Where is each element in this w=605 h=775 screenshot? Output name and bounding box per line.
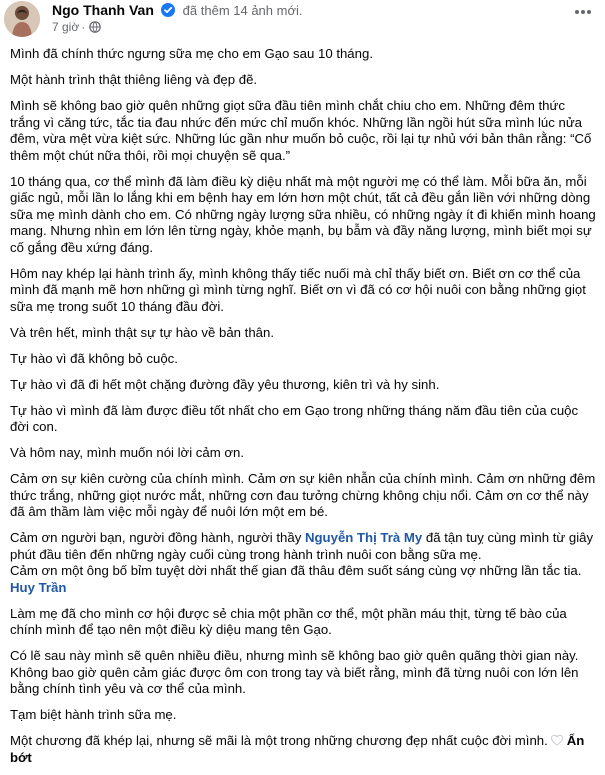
- mention-link-tra-my[interactable]: Nguyễn Thị Trà My: [304, 530, 423, 545]
- meta-separator: ·: [81, 20, 86, 34]
- post-time[interactable]: 7 giờ: [52, 20, 80, 34]
- post-paragraph: 10 tháng qua, cơ thể mình đã làm điều kỳ diệu nhất mà một người mẹ có thể làm. Mỗi bữa ăn, mỗi giấc ngủ, mỗi lần lo lắng khi em bệnh hay em lớn hơn một chút, tất cả đều gắn liền với những dòng sữa mẹ mình dành cho em. Có những ngày lượng sữa nhiều, có những ngày ít đi khiến mình hoang mang. Nhưng nhìn em lớn lên từng ngày, khỏe mạnh, bụ bẫm và đầy năng lượng, mình biết mọi sự cố gắng đều xứng đáng.: [10, 173, 596, 255]
- more-options-icon[interactable]: [571, 4, 595, 20]
- verified-badge-icon: [161, 2, 175, 16]
- thanks-text: Cảm ơn một ông bố bỉm tuyệt dời nhất thế gian đã thâu đêm suốt sáng cùng vợ những lần tắc tia.: [10, 563, 582, 578]
- post-paragraph: Có lẽ sau này mình sẽ quên nhiều điều, nhưng mình sẽ không bao giờ quên quãng thời gian này. Không bao giờ quên cảm giác được ôm con trong tay và biết rằng, mình đã từng nuôi con lớn lên bằng chính tình yêu và cơ thể của mình.: [10, 648, 579, 696]
- post-header: [0, 0, 605, 40]
- thanks-text: đã tận tuỵ cùng mình từ giây phút đầu tiên đến những ngày cuối cùng trong hành trình nuôi con bằng sữa mẹ.: [10, 530, 594, 562]
- author-avatar[interactable]: [4, 1, 40, 37]
- final-line: Một chương đã khép lại, nhưng sẽ mãi là một trong những chương đẹp nhất cuộc đời mình.: [10, 733, 548, 748]
- post-paragraph: Hôm nay khép lại hành trình ấy, mình không thấy tiếc nuối mà chỉ thấy biết ơn. Biết ơn cơ thể của mình đã mạnh mẽ hơn những gì mình từng nghĩ. Biết ơn vì đã có cơ hội nuôi con bằng những giọt sữa mẹ trong suốt 10 tháng đầu đời.: [10, 265, 586, 314]
- see-less-link[interactable]: Ẩn bớt: [10, 733, 585, 765]
- thanks-paragraph: [10, 563, 598, 596]
- post-meta: [52, 19, 101, 35]
- globe-icon[interactable]: [89, 21, 101, 33]
- post-paragraph: Cảm ơn sự kiên cường của chính mình. Cảm ơn sự kiên nhẫn của chính mình. Cảm ơn những đêm thức trắng, những giọt nước mắt, những cơn đau tưởng chừng không chịu nổi. Cảm ơn cơ thể này đã âm thầm làm việc mỗi ngày để nuôi lớn một em bé.: [10, 471, 596, 519]
- post-paragraph: Tạm biệt hành trình sữa mẹ.: [10, 707, 177, 722]
- post-action-text: đã thêm 14 ảnh mới.: [182, 3, 303, 18]
- avatar-image: [4, 1, 40, 37]
- author-name[interactable]: Ngo Thanh Van: [52, 2, 154, 18]
- post-paragraph: Và hôm nay, mình muốn nói lời cảm ơn.: [10, 445, 245, 460]
- final-paragraph: [10, 733, 598, 766]
- post-paragraph: Và trên hết, mình thật sự tự hào về bản thân.: [10, 324, 274, 340]
- post-body: [10, 46, 598, 766]
- post-paragraph: Tự hào vì đã không bỏ cuộc.: [10, 350, 178, 366]
- thanks-paragraph: [10, 530, 598, 563]
- white-heart-icon: [550, 733, 564, 747]
- thanks-text: Cảm ơn người bạn, người đồng hành, người thầy: [10, 530, 305, 545]
- mention-link-huy-tran[interactable]: Huy Trần: [10, 579, 67, 595]
- post-paragraph: Tự hào vì đã đi hết một chặng đường đầy yêu thương, kiên trì và hy sinh.: [10, 376, 440, 392]
- post-paragraph: Mình sẽ không bao giờ quên những giọt sữa đầu tiên mình chắt chiu cho em. Những đêm thức trắng vì căng tức, tắc tia đau nhức đến mức chỉ muốn khóc. Những lần ngồi hút sữa mình lúc nửa đêm, vừa mệt vừa kiệt sức. Những lúc gần như muốn bỏ cuộc, rồi lại tự nhủ với bản thân rằng: “Cố thêm một chút nữa thôi, rồi mọi chuyện sẽ qua.”: [10, 98, 592, 163]
- post-paragraph: Tự hào vì mình đã làm được điều tốt nhất cho em Gạo trong những tháng năm đầu tiên của cuộc đời con.: [10, 402, 579, 434]
- author-line: [52, 0, 302, 20]
- post-paragraph: Mình đã chính thức ngưng sữa mẹ cho em Gạo sau 10 tháng.: [10, 46, 373, 61]
- post-paragraph: Làm mẹ đã cho mình cơ hội được sẻ chia một phần cơ thể, một phần máu thịt, từng tế bào của chính mình để tạo nên một điều kỳ diệu mang tên Gạo.: [10, 605, 567, 637]
- post-paragraph: Một hành trình thật thiêng liêng và đẹp đẽ.: [10, 72, 258, 87]
